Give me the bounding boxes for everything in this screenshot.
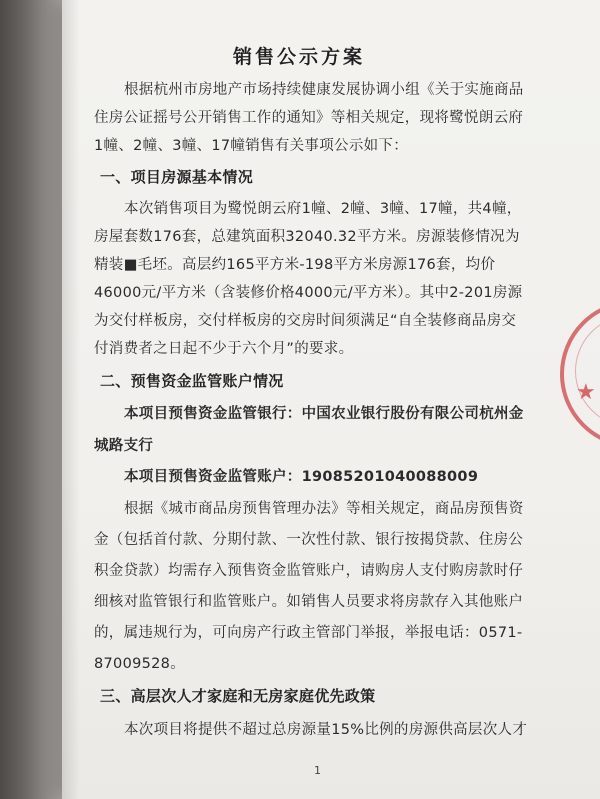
paragraph-line: 精装■毛坯。高层约165平方米-198平方米房源176套，均价 <box>94 257 496 273</box>
paragraph-line: 根据《城市商品房预售管理办法》等相关规定，商品房预售资 <box>124 501 524 517</box>
section-heading-3: 三、高层次人才家庭和无房家庭优先政策 <box>100 687 376 705</box>
paragraph-line: 住房公证摇号公开销售工作的通知》等相关规定，现将鹭悦朗云府 <box>94 110 524 126</box>
section-heading-2: 二、预售资金监管账户情况 <box>100 372 284 390</box>
paragraph-line: 为交付样板房，交付样板房的交房时间须满足“自全装修商品房交 <box>94 313 517 329</box>
paragraph-line: 房屋套数176套，总建筑面积32040.32平方米。房源装修情况为 <box>94 229 520 245</box>
supervising-bank-line: 本项目预售资金监管银行：中国农业银行股份有限公司杭州金 <box>124 406 524 422</box>
paragraph-line: 46000元/平方米（含装修价格4000元/平方米）。其中2-201房源 <box>94 285 523 301</box>
section-heading-1: 一、项目房源基本情况 <box>100 168 254 186</box>
paragraph-line: 金（包括首付款、分期付款、一次性付款、银行按揭贷款、住房公 <box>94 532 524 548</box>
supervising-bank-line-cont: 城路支行 <box>94 438 154 454</box>
paragraph-line: 细核对监管银行和监管账户。如销售人员要求将房款存入其他账户 <box>94 594 524 610</box>
paragraph-line: 本次销售项目为鹭悦朗云府1幢、2幢、3幢、17幢，共4幢， <box>124 201 522 217</box>
paragraph-line: 根据杭州市房地产市场持续健康发展协调小组《关于实施商品 <box>124 82 524 98</box>
paragraph-line: 付消费者之日起不少于六个月”的要求。 <box>94 341 354 357</box>
page-number: 1 <box>314 764 322 777</box>
paragraph-line: 积金贷款）均需存入预售资金监管账户，请购房人支付购房款时仔 <box>94 563 524 579</box>
paragraph-line: 1幢、2幢、3幢、17幢销售有关事项公示如下： <box>94 138 409 154</box>
document-title: 销售公示方案 <box>233 46 366 68</box>
paragraph-line: 87009528。 <box>94 656 186 672</box>
supervising-account-line: 本项目预售资金监管账户：19085201040088009 <box>124 469 479 485</box>
seal-star-mark: ★ <box>576 380 596 405</box>
paragraph-line: 的，属违规行为，可向房产行政主管部门举报，举报电话：0571- <box>94 625 523 641</box>
paragraph-line: 本次项目将提供不超过总房源量15%比例的房源供高层次人才 <box>124 722 528 738</box>
